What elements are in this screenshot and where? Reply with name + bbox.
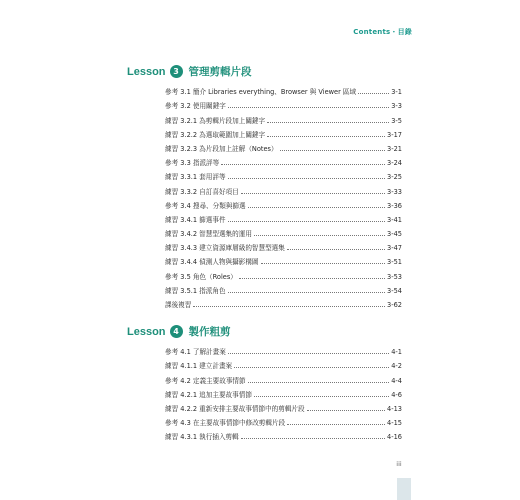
toc-entry-label: 參考 3.1 簡介 Libraries everything、Browser 與 Viewer 區域 xyxy=(165,88,357,97)
lesson-title: 製作粗剪 xyxy=(188,326,231,338)
toc-entry xyxy=(165,385,402,399)
toc-leader-dots xyxy=(358,93,389,94)
toc-entry xyxy=(165,139,402,153)
toc-entry-page: 3-33 xyxy=(387,187,402,196)
toc-entry xyxy=(165,370,402,384)
toc-entry-label: 課後複習 xyxy=(165,301,192,309)
toc-entry xyxy=(165,266,402,280)
toc-entry-page: 4-16 xyxy=(387,433,402,442)
toc-entry xyxy=(165,96,402,110)
toc-entry-page: 3-47 xyxy=(387,244,402,253)
toc-entry-label: 練習 3.2.2 為選取範圍加上關鍵字 xyxy=(165,130,266,139)
toc-entry-page: 4-2 xyxy=(391,362,402,371)
toc-leader-dots xyxy=(221,164,385,165)
toc-leader-dots xyxy=(261,263,386,264)
toc-leader-dots xyxy=(228,107,389,108)
toc-entry-label: 練習 4.2.1 追加主要故事情節 xyxy=(165,390,252,399)
toc-entry-label: 練習 3.4.3 建立資源庫層級的智慧型選集 xyxy=(165,244,285,253)
toc-entry xyxy=(165,238,402,252)
toc-entry-page: 3-25 xyxy=(387,173,402,182)
toc-entry xyxy=(165,295,402,309)
toc-entry-label: 練習 4.2.2 重新安排主要故事情節中的剪輯片段 xyxy=(165,404,305,413)
toc-leader-dots xyxy=(267,136,385,137)
toc-entry-label: 練習 3.3.2 自訂喜好項目 xyxy=(165,187,239,196)
toc-entry-page: 3-3 xyxy=(391,102,402,111)
toc-entry xyxy=(165,427,402,441)
toc-entry-page: 3-24 xyxy=(387,159,402,168)
toc-leader-dots xyxy=(193,306,385,307)
toc-entry-page: 3-53 xyxy=(387,272,402,281)
toc-leader-dots xyxy=(267,122,389,123)
toc-entry xyxy=(165,210,402,224)
toc-entry-label: 練習 3.2.3 為片段加上註解（Notes） xyxy=(165,144,278,153)
toc-entry-label: 參考 3.5 角色（Roles） xyxy=(165,272,237,281)
toc-leader-dots xyxy=(228,353,389,354)
toc-entry xyxy=(165,167,402,181)
toc-leader-dots xyxy=(228,292,385,293)
toc-entry-page: 4-4 xyxy=(391,376,402,385)
toc-entry-page: 3-21 xyxy=(387,144,402,153)
toc-leader-dots xyxy=(241,193,385,194)
toc-entry-label: 練習 3.4.4 偵測人物與攝影構圖 xyxy=(165,258,259,267)
toc-entry-label: 練習 3.3.1 套用評等 xyxy=(165,173,226,182)
toc-entry-label: 參考 3.2 使用關鍵字 xyxy=(165,102,226,111)
toc-entry-page: 4-15 xyxy=(387,419,402,428)
toc-entry-label: 參考 4.3 在主要故事情節中修改剪輯片段 xyxy=(165,419,286,428)
toc-entry xyxy=(165,252,402,266)
running-head: Contents・目錄 xyxy=(353,28,412,36)
toc-entry xyxy=(165,125,402,139)
toc-entry xyxy=(165,356,402,370)
toc-entry-label: 練習 3.4.2 智慧型選集的運用 xyxy=(165,230,252,239)
toc-entry-page: 3-62 xyxy=(387,301,402,309)
page-number: iii xyxy=(396,460,402,468)
toc-entry xyxy=(165,181,402,195)
lesson-title: 管理剪輯片段 xyxy=(188,66,252,78)
toc-entry-page: 3-17 xyxy=(387,130,402,139)
lesson-word: Lesson xyxy=(127,65,166,78)
toc-entry-label: 參考 4.2 定義主要故事情節 xyxy=(165,376,246,385)
lesson-number-badge: 3 xyxy=(170,65,183,78)
lesson-number-badge: 4 xyxy=(170,325,183,338)
toc-leader-dots xyxy=(287,424,385,425)
toc-entry xyxy=(165,413,402,427)
toc-entry-label: 練習 4.1.1 建立計畫案 xyxy=(165,362,233,371)
toc-entry xyxy=(165,342,402,356)
toc-leader-dots xyxy=(287,249,385,250)
toc-entry xyxy=(165,399,402,413)
toc-entry xyxy=(165,196,402,210)
corner-tab xyxy=(397,478,411,500)
toc-entry xyxy=(165,82,402,96)
toc-leader-dots xyxy=(254,235,385,236)
toc-leader-dots xyxy=(307,410,385,411)
toc-leader-dots xyxy=(241,438,385,439)
toc-entry-page: 3-36 xyxy=(387,201,402,210)
toc-entry-label: 練習 3.5.1 指派角色 xyxy=(165,286,226,295)
toc-entry xyxy=(165,110,402,124)
toc-entry-page: 3-54 xyxy=(387,286,402,295)
toc-entry-label: 練習 3.2.1 為剪輯片段加上關鍵字 xyxy=(165,116,266,125)
toc-entry-page: 3-51 xyxy=(387,258,402,267)
toc-entry-label: 練習 4.3.1 執行插入剪輯 xyxy=(165,433,239,442)
toc-leader-dots xyxy=(280,150,385,151)
toc-entry-page: 3-45 xyxy=(387,230,402,239)
toc-leader-dots xyxy=(248,207,385,208)
toc-entry-page: 4-6 xyxy=(391,390,402,399)
toc-leader-dots xyxy=(228,178,385,179)
toc-entry-label: 參考 4.1 了解計畫案 xyxy=(165,348,226,357)
toc-entry xyxy=(165,281,402,295)
lesson-4-heading xyxy=(127,324,231,339)
toc-entry-page: 4-1 xyxy=(391,348,402,357)
toc-entry xyxy=(165,153,402,167)
toc-leader-dots xyxy=(248,382,390,383)
lesson-word: Lesson xyxy=(127,325,166,338)
toc-entry-page: 4-13 xyxy=(387,404,402,413)
lesson-3-heading xyxy=(127,64,252,79)
toc-entry-label: 參考 3.4 搜尋、分類與篩選 xyxy=(165,201,246,210)
toc-leader-dots xyxy=(228,221,385,222)
toc-entry-page: 3-5 xyxy=(391,116,402,125)
toc-entry-page: 3-1 xyxy=(391,88,402,97)
toc-entry-label: 參考 3.3 指派評等 xyxy=(165,159,220,168)
lesson-4-toc xyxy=(165,342,402,441)
toc-entry xyxy=(165,224,402,238)
toc-leader-dots xyxy=(254,396,389,397)
toc-entry-page: 3-41 xyxy=(387,215,402,224)
toc-leader-dots xyxy=(234,367,389,368)
toc-entry-label: 練習 3.4.1 篩選事件 xyxy=(165,215,226,224)
toc-leader-dots xyxy=(239,278,385,279)
lesson-3-toc xyxy=(165,82,402,309)
